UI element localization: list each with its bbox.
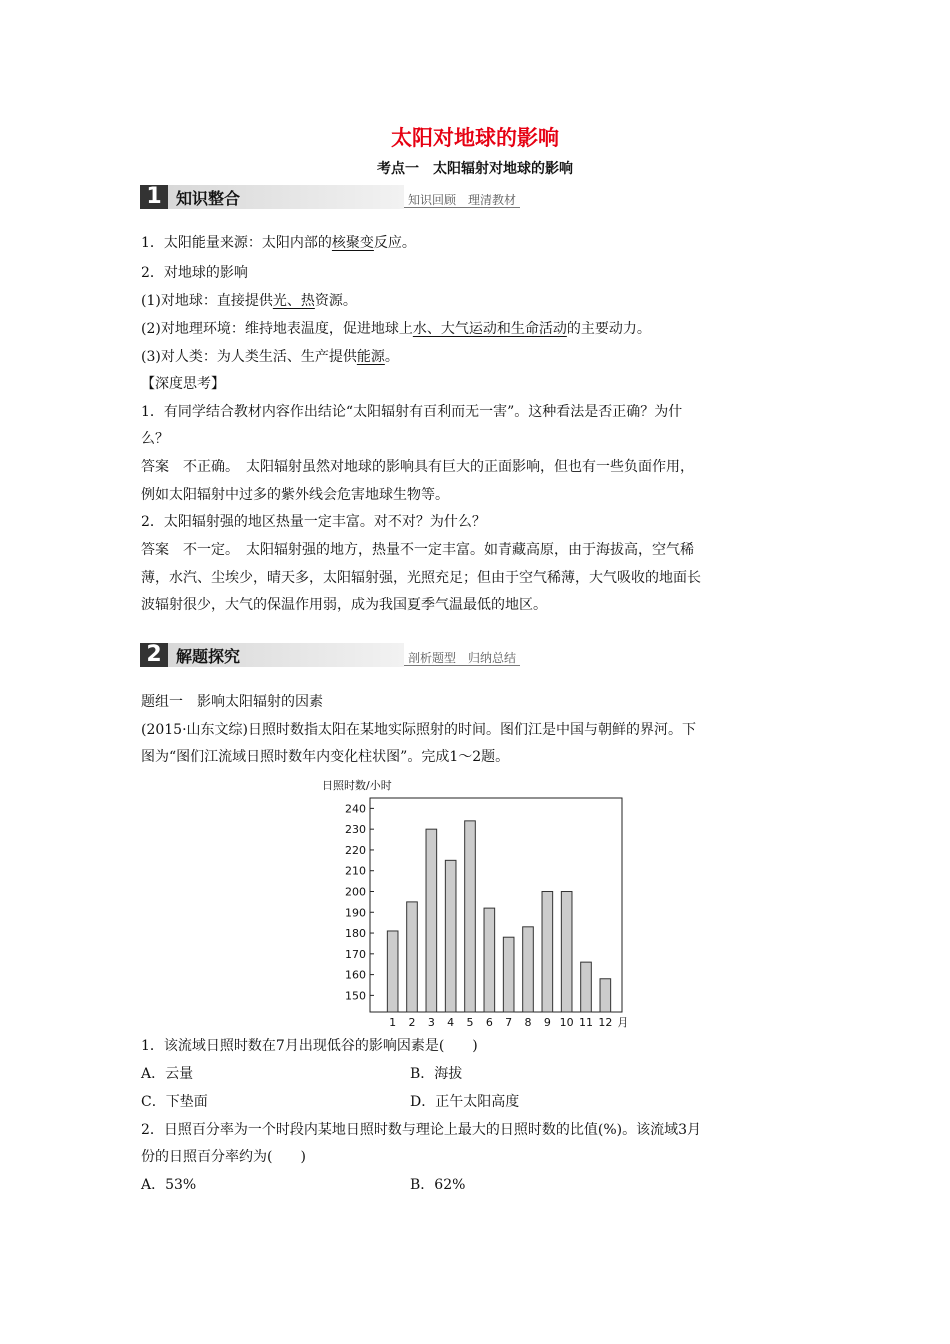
x-tick-label: 11 <box>579 1016 593 1029</box>
problem-group-title: 题组一 影响太阳辐射的因素 <box>141 694 323 710</box>
deep-q1-line-2: 么？ <box>141 431 169 447</box>
y-tick-label: 150 <box>345 989 366 1003</box>
deep-thinking-heading: 【深度思考】 <box>141 376 225 392</box>
bar-month-4 <box>445 860 456 1012</box>
question-2-line-2: 份的日照百分率约为( ) <box>141 1149 306 1165</box>
section-number: 2 <box>140 643 168 667</box>
y-tick-label: 230 <box>345 823 366 837</box>
problem-intro-line-1: (2015·山东文综)日照时数指太阳在某地实际照射的时间。图们江是中国与朝鲜的界河。下 <box>141 722 697 738</box>
answer-blank: 光、热 <box>272 293 315 309</box>
x-tick-label: 12 <box>598 1016 613 1029</box>
question-2-line-1: 2．日照百分率为一个时段内某地日照时数与理论上最大的日照时数的比值(%)。该流域3月 <box>141 1122 702 1138</box>
y-tick-label: 180 <box>345 927 366 941</box>
knowledge-line-5: (3)对人类：为人类生活、生产提供能源。 <box>141 349 399 365</box>
section-tagline: 知识回顾 理清教材 <box>407 193 516 207</box>
y-tick-label: 240 <box>345 802 366 816</box>
question-2-option-b[interactable]: B．62% <box>410 1177 466 1193</box>
deep-a2-line-1: 答案 不一定。 太阳辐射强的地方，热量不一定丰富。如青藏高原，由于海拔高，空气稀 <box>141 542 694 558</box>
bar-month-2 <box>407 902 418 1012</box>
bar-month-1 <box>387 931 398 1012</box>
bar-month-6 <box>484 908 495 1012</box>
page-subtitle: 考点一 太阳辐射对地球的影响 <box>377 161 573 177</box>
x-tick-label: 5 <box>466 1016 474 1029</box>
x-tick-label: 10 <box>559 1016 574 1029</box>
answer-blank: 能源 <box>356 349 385 365</box>
answer-blank: 核聚变 <box>331 235 374 251</box>
deep-a2-line-2: 薄，水汽、尘埃少，晴天多，太阳辐射强，光照充足；但由于空气稀薄，大气吸收的地面长 <box>141 570 701 586</box>
deep-q2: 2．太阳辐射强的地区热量一定丰富。对不对？为什么？ <box>141 514 486 530</box>
x-tick-label: 6 <box>485 1016 493 1029</box>
page-title: 太阳对地球的影响 <box>391 126 559 150</box>
y-tick-label: 170 <box>345 947 366 961</box>
y-tick-label: 210 <box>345 864 366 878</box>
bar-month-11 <box>581 962 592 1012</box>
deep-q1-line-1: 1．有同学结合教材内容作出结论“太阳辐射有百利而无一害”。这种看法是否正确？为什 <box>141 404 683 420</box>
problem-intro-line-2: 图为“图们江流域日照时数年内变化柱状图”。完成1～2题。 <box>141 749 510 765</box>
question-1-option-a[interactable]: A．云量 <box>141 1066 194 1082</box>
x-tick-label: 8 <box>524 1016 532 1029</box>
x-tick-label: 4 <box>447 1016 455 1029</box>
y-tick-label: 200 <box>345 885 366 899</box>
bar-month-7 <box>503 937 514 1012</box>
section-label: 解题探究 <box>176 647 241 666</box>
section-header-problems <box>140 643 520 669</box>
deep-a1-line-1: 答案 不正确。 太阳辐射虽然对地球的影响具有巨大的正面影响，但也有一些负面作用， <box>141 459 694 475</box>
x-unit-label: 月 <box>617 1016 629 1029</box>
question-1-option-c[interactable]: C．下垫面 <box>141 1094 208 1110</box>
question-2-option-a[interactable]: A．53% <box>141 1177 197 1193</box>
bar-month-9 <box>542 891 553 1012</box>
section-header-knowledge <box>140 185 520 211</box>
deep-a1-line-2: 例如太阳辐射中过多的紫外线会危害地球生物等。 <box>141 487 449 503</box>
bar-month-8 <box>523 927 534 1012</box>
knowledge-line-3: (1)对地球：直接提供光、热资源。 <box>141 293 357 309</box>
x-tick-label: 9 <box>543 1016 551 1029</box>
bar-month-12 <box>600 979 611 1012</box>
bar-month-10 <box>561 891 572 1012</box>
knowledge-line-2: 2．对地球的影响 <box>141 265 248 281</box>
bar-month-5 <box>465 821 476 1012</box>
section-number: 1 <box>140 185 168 209</box>
deep-a2-line-3: 波辐射很少，大气的保温作用弱，成为我国夏季气温最低的地区。 <box>141 597 547 613</box>
x-tick-label: 1 <box>389 1016 397 1029</box>
section-label: 知识整合 <box>176 189 241 208</box>
answer-blank: 水、大气运动和生命活动 <box>412 321 567 337</box>
x-tick-label: 2 <box>408 1016 416 1029</box>
knowledge-line-4: (2)对地理环境：维持地表温度，促进地球上水、大气运动和生命活动的主要动力。 <box>141 321 651 337</box>
knowledge-line-1: 1．太阳能量来源：太阳内部的核聚变反应。 <box>141 235 416 251</box>
section-tagline: 剖析题型 归纳总结 <box>407 651 516 665</box>
sunshine-hours-bar-chart <box>320 778 632 1030</box>
x-tick-label: 7 <box>505 1016 513 1029</box>
y-tick-label: 190 <box>345 906 366 920</box>
question-1: 1．该流域日照时数在7月出现低谷的影响因素是( ) <box>141 1038 478 1054</box>
bar-month-3 <box>426 829 437 1012</box>
x-tick-label: 3 <box>427 1016 435 1029</box>
y-tick-label: 160 <box>345 968 366 982</box>
chart-ylabel: 日照时数/小时 <box>322 779 392 792</box>
question-1-option-b[interactable]: B．海拔 <box>410 1066 463 1082</box>
question-1-option-d[interactable]: D．正午太阳高度 <box>410 1094 520 1110</box>
y-tick-label: 220 <box>345 843 366 857</box>
